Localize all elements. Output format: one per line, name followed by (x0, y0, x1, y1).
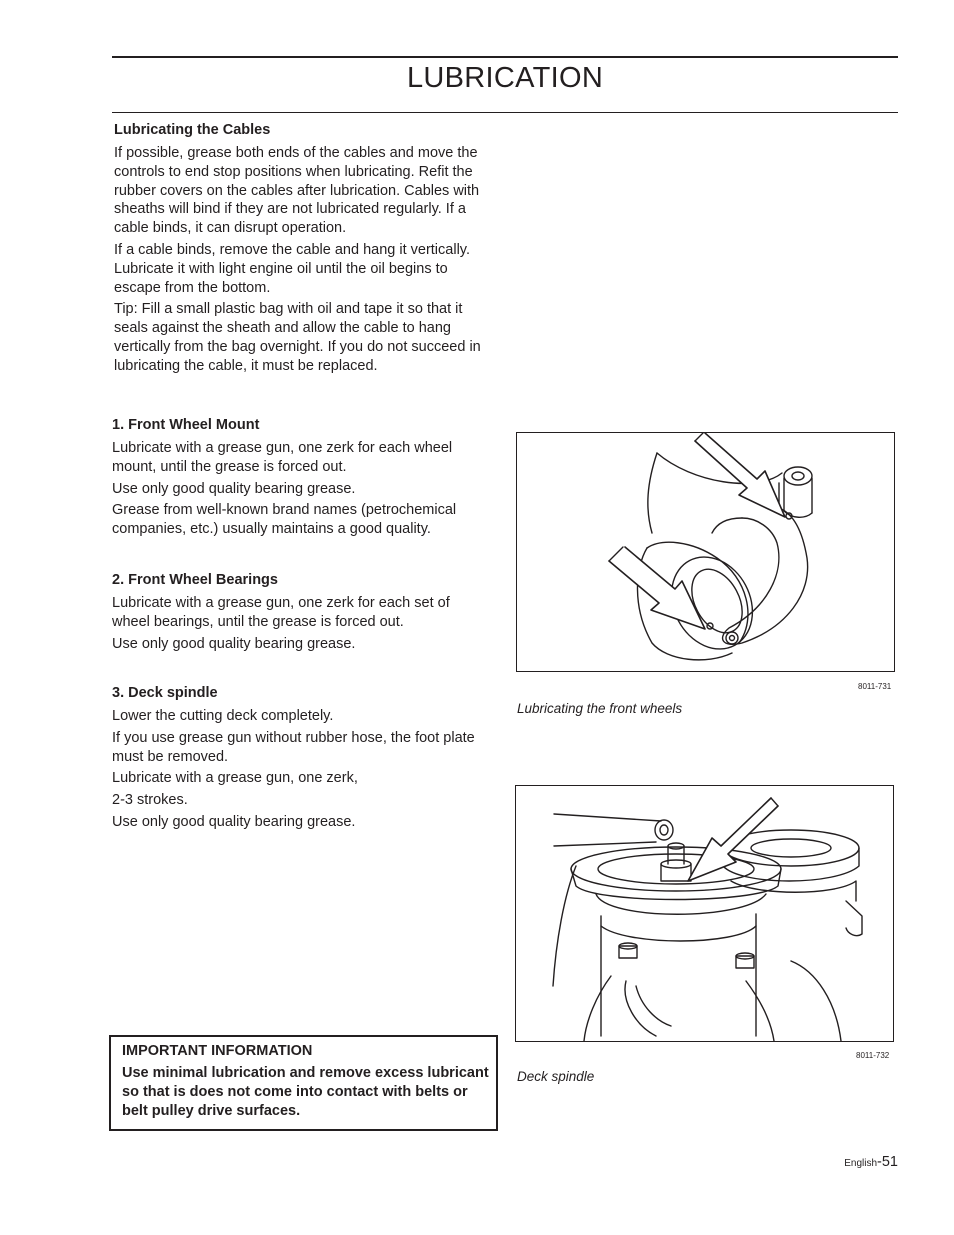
important-heading: IMPORTANT INFORMATION (122, 1043, 313, 1059)
paragraph: Lubricate with a grease gun, one zerk for each wheel mount, until the grease is forced out. (112, 440, 453, 475)
title-underline (112, 112, 898, 113)
paragraph: If you use grease gun without rubber hose, the foot plate must be removed. (112, 729, 475, 765)
paragraph: 2-3 strokes. (112, 792, 188, 809)
paragraph: If possible, grease both ends of the cables and move the controls to end stop positions when lubricating. Refit the rubber covers on the cables after lubrication. Cables with sheaths will bind if they are not lubricated regularly. If a cable binds, it can disrupt operation. (114, 145, 480, 237)
figure-caption: Deck spindle (517, 1069, 595, 1084)
paragraph: Lower the cutting deck completely. (112, 708, 334, 724)
section-heading: Lubricating the Cables (114, 122, 271, 138)
important-body: Use minimal lubrication and remove excess lubricant so that is does not come into contact with belts or belt pulley drive surfaces. (122, 1065, 489, 1119)
paragraph: If a cable binds, remove the cable and hang it vertically. Lubricate it with light engine oil until the oil begins to escape from the bottom. (114, 241, 470, 296)
page-number (844, 1153, 898, 1171)
section-deck-spindle (112, 685, 487, 835)
important-information-box (109, 1035, 498, 1131)
page-title: LUBRICATION (406, 62, 604, 94)
paragraph: Lubricate with a grease gun, one zerk for each set of wheel bearings, until the grease is forced out. (112, 595, 450, 630)
page-language: English (844, 1158, 878, 1169)
paragraph: Use only good quality bearing grease. (112, 480, 356, 497)
section-front-wheel-bearings (112, 572, 487, 656)
paragraph: Grease from well-known brand names (petrochemical companies, etc.) usually maintains a good quality. (112, 502, 457, 538)
paragraph: Use only good quality bearing grease. (112, 635, 356, 652)
deck-spindle-illustration (515, 785, 894, 1042)
figure-code: 8011-732 (856, 1051, 890, 1060)
section-heading: 1. Front Wheel Mount (112, 417, 260, 433)
section-front-wheel-mount (112, 417, 487, 542)
figure-code: 8011-731 (858, 682, 892, 691)
page-number-value: -51 (877, 1154, 898, 1170)
front-wheel-illustration (516, 432, 895, 672)
section-heading: 2. Front Wheel Bearings (112, 572, 278, 588)
section-cables (114, 122, 494, 379)
paragraph: Use only good quality bearing grease. (112, 813, 356, 830)
paragraph: Tip: Fill a small plastic bag with oil and tape it so that it seals against the sheath and allow the cable to hang vertically from the bag overnight. If you do not succeed in lubricating the cable, it must be replaced. (114, 301, 481, 374)
figure-caption: Lubricating the front wheels (517, 701, 683, 716)
top-rule (112, 56, 898, 58)
section-heading: 3. Deck spindle (112, 685, 218, 701)
paragraph: Lubricate with a grease gun, one zerk, (112, 770, 358, 787)
